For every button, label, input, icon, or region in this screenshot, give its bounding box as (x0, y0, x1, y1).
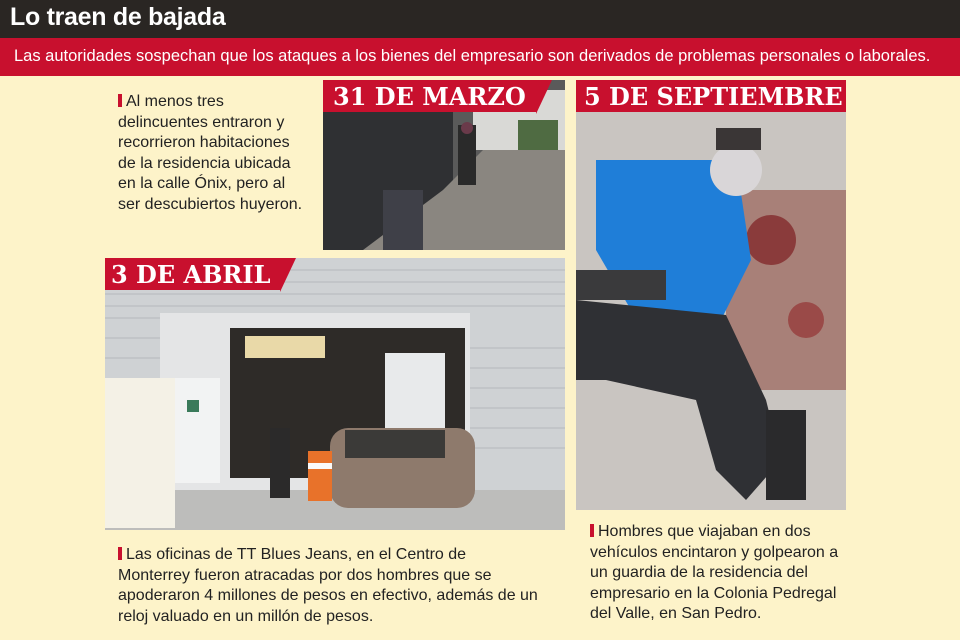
event-april-blurb (118, 545, 538, 627)
subheadline: Las autoridades sospechan que los ataques a los bienes del empresario son derivados de problemas personales o laborales. (14, 47, 931, 65)
event-april-photo (105, 258, 565, 530)
injured-guard-image (576, 80, 846, 510)
event-april-date-tag: 3 DE ABRIL (105, 258, 280, 290)
event-september-date-tag: 5 DE SEPTIEMBRE (576, 80, 846, 112)
title-bar (0, 0, 960, 38)
event-march-text: Al menos tres delincuentes entraron y recorrieron habitaciones de la residencia ubicada en la calle Ónix, pero al ser descubiertos huyeron. (118, 93, 303, 213)
event-september-blurb (590, 522, 840, 625)
event-march-photo (323, 80, 565, 250)
event-april-text: Las oficinas de TT Blues Jeans, en el Centro de Monterrey fueron atracadas por dos hombres que se apoderaron 4 millones de pesos en efectivo, además de un reloj valuado en un millón de pesos. (118, 546, 538, 625)
bullet-marker (118, 94, 122, 107)
event-march-date-tag: 31 DE MARZO (323, 80, 536, 112)
bullet-marker (590, 524, 594, 537)
event-september-text: Hombres que viajaban en dos vehículos encintaron y golpearon a un guardia de la residencia del empresario en la Colonia Pedregal del Valle, en San Pedro. (590, 523, 839, 622)
subtitle-bar (0, 38, 960, 76)
office-building-image (105, 258, 565, 530)
event-september-photo (576, 80, 846, 510)
bullet-marker (118, 547, 122, 560)
event-march-blurb (118, 92, 308, 215)
headline: Lo traen de bajada (10, 3, 226, 31)
